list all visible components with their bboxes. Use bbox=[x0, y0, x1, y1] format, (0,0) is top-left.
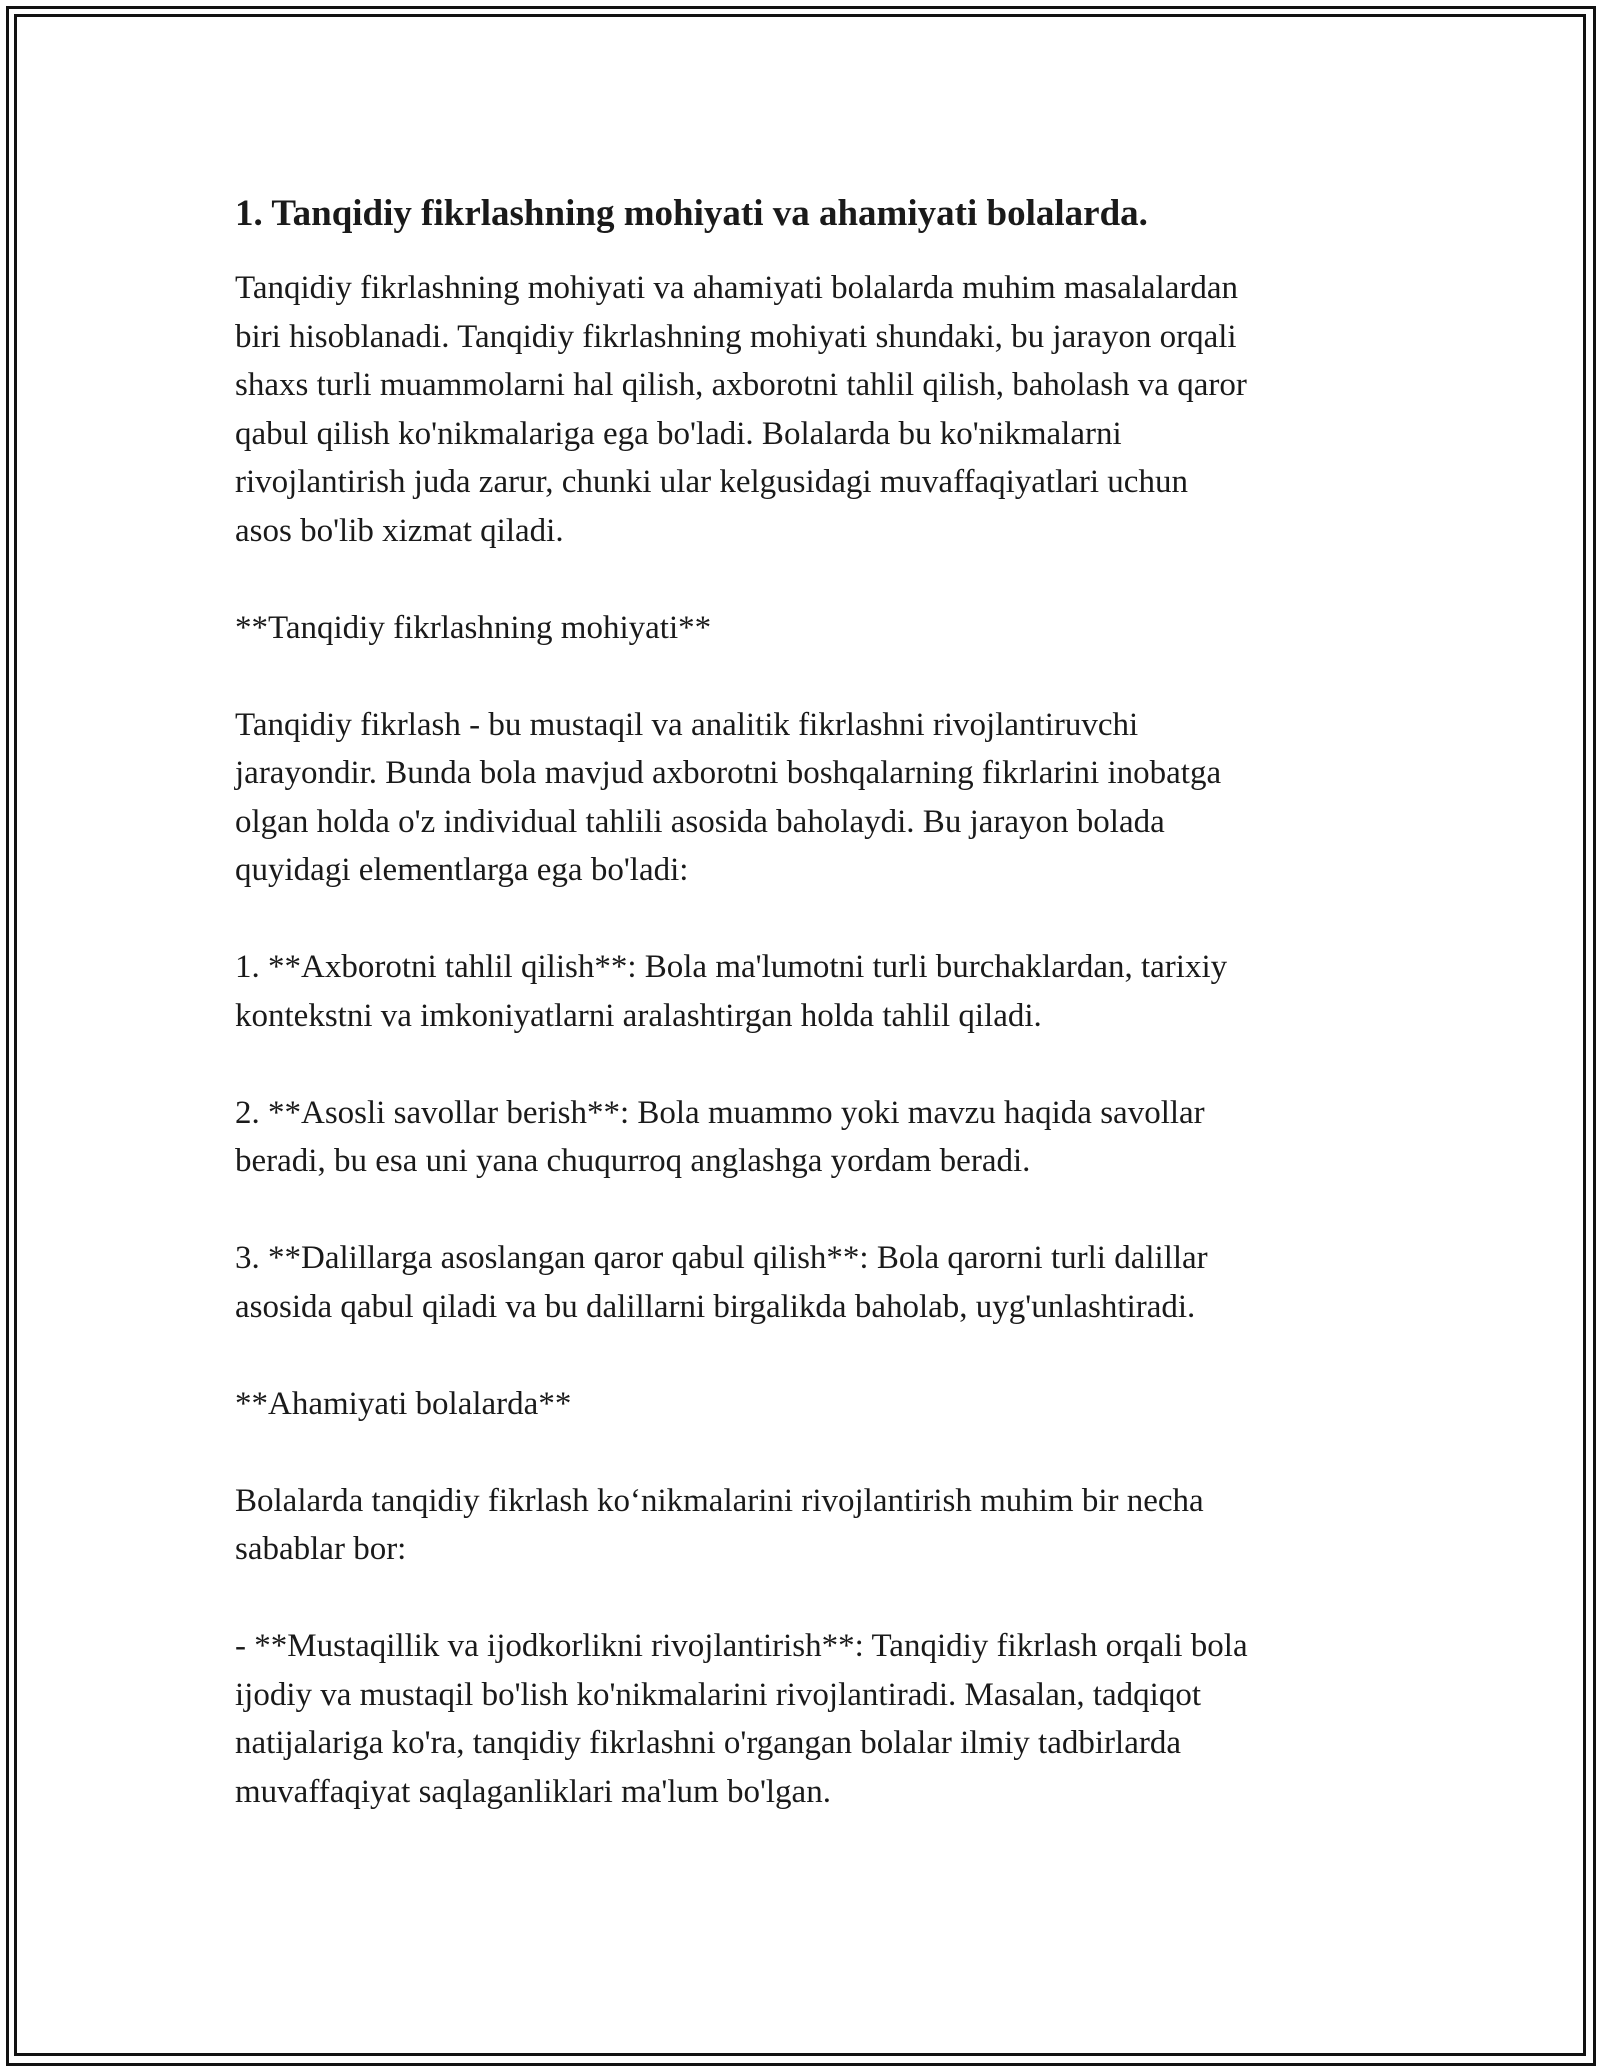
text-line: Tanqidiy fikrlashning mohiyati va ahamiyati bolalarda muhim masalalardan bbox=[235, 270, 1238, 306]
essence-paragraph bbox=[235, 701, 1375, 895]
importance-paragraph bbox=[235, 1477, 1375, 1574]
text-line: muvaffaqiyat saqlaganliklari ma'lum bo'lgan. bbox=[235, 1773, 831, 1810]
text-line: quyidagi elementlarga ega bo'ladi: bbox=[235, 852, 689, 888]
subheading-essence bbox=[235, 604, 1375, 653]
text-line: 1. **Axborotni tahlil qilish**: Bola ma'lumotni turli burchaklardan, tarixiy bbox=[235, 949, 1228, 985]
text-line: olgan holda o'z individual tahlili asosida baholaydi. Bu jarayon bolada bbox=[235, 803, 1165, 840]
text-line: **Ahamiyati bolalarda** bbox=[235, 1385, 572, 1422]
text-line: kontekstni va imkoniyatlarni aralashtirgan holda tahlil qiladi. bbox=[235, 997, 1042, 1034]
spacer bbox=[235, 1574, 1375, 1623]
intro-paragraph bbox=[235, 264, 1375, 555]
text-line: beradi, bu esa uni yana chuqurroq anglashga yordam beradi. bbox=[235, 1143, 1031, 1179]
list-item-1 bbox=[235, 943, 1375, 1040]
list-item-2 bbox=[235, 1089, 1375, 1186]
text-line: rivojlantirish juda zarur, chunki ular kelgusidagi muvaffaqiyatlari uchun bbox=[235, 464, 1188, 500]
list-item-3 bbox=[235, 1234, 1375, 1331]
spacer bbox=[235, 1040, 1375, 1089]
spacer bbox=[235, 652, 1375, 701]
document-heading: 1. Tanqidiy fikrlashning mohiyati va ahamiyati bolalarda. bbox=[235, 193, 1148, 234]
text-line: shaxs turli muammolarni hal qilish, axborotni tahlil qilish, baholash va qaror bbox=[235, 367, 1247, 403]
text-line: Bolalarda tanqidiy fikrlash ko‘nikmalarini rivojlantirish muhim bir necha bbox=[235, 1482, 1204, 1519]
text-line: biri hisoblanadi. Tanqidiy fikrlashning mohiyati shundaki, bu jarayon orqali bbox=[235, 318, 1237, 355]
text-line: Tanqidiy fikrlash - bu mustaqil va analitik fikrlashni rivojlantiruvchi bbox=[235, 706, 1139, 743]
text-line: qabul qilish ko'nikmalariga ega bo'ladi. Bolalarda bu ko'nikmalarni bbox=[235, 415, 1122, 452]
subheading-importance bbox=[235, 1380, 1375, 1429]
spacer bbox=[235, 555, 1375, 604]
text-line: **Tanqidiy fikrlashning mohiyati** bbox=[235, 609, 712, 646]
text-line: 3. **Dalillarga asoslangan qaror qabul qilish**: Bola qarorni turli dalillar bbox=[235, 1240, 1208, 1276]
text-line: - **Mustaqillik va ijodkorlikni rivojlantirish**: Tanqidiy fikrlash orqali bola bbox=[235, 1628, 1248, 1664]
text-line: jarayondir. Bunda bola mavjud axborotni boshqalarning fikrlarini inobatga bbox=[235, 755, 1222, 791]
text-line: natijalariga ko'ra, tanqidiy fikrlashni o'rgangan bolalar ilmiy tadbirlarda bbox=[235, 1725, 1181, 1761]
document-body bbox=[235, 186, 1375, 1816]
spacer bbox=[235, 895, 1375, 944]
text-line: asosida qabul qiladi va bu dalillarni birgalikda baholab, uyg'unlashtiradi. bbox=[235, 1288, 1196, 1325]
bullet-item-1 bbox=[235, 1622, 1375, 1816]
text-line: 2. **Asosli savollar berish**: Bola muammo yoki mavzu haqida savollar bbox=[235, 1094, 1205, 1131]
text-line: ijodiy va mustaqil bo'lish ko'nikmalarini rivojlantiradi. Masalan, tadqiqot bbox=[235, 1676, 1201, 1713]
spacer bbox=[235, 1186, 1375, 1235]
spacer bbox=[235, 1331, 1375, 1380]
text-line: asos bo'lib xizmat qiladi. bbox=[235, 512, 564, 549]
text-line: sabablar bor: bbox=[235, 1531, 407, 1567]
spacer bbox=[235, 1428, 1375, 1477]
spacer bbox=[235, 242, 1375, 264]
